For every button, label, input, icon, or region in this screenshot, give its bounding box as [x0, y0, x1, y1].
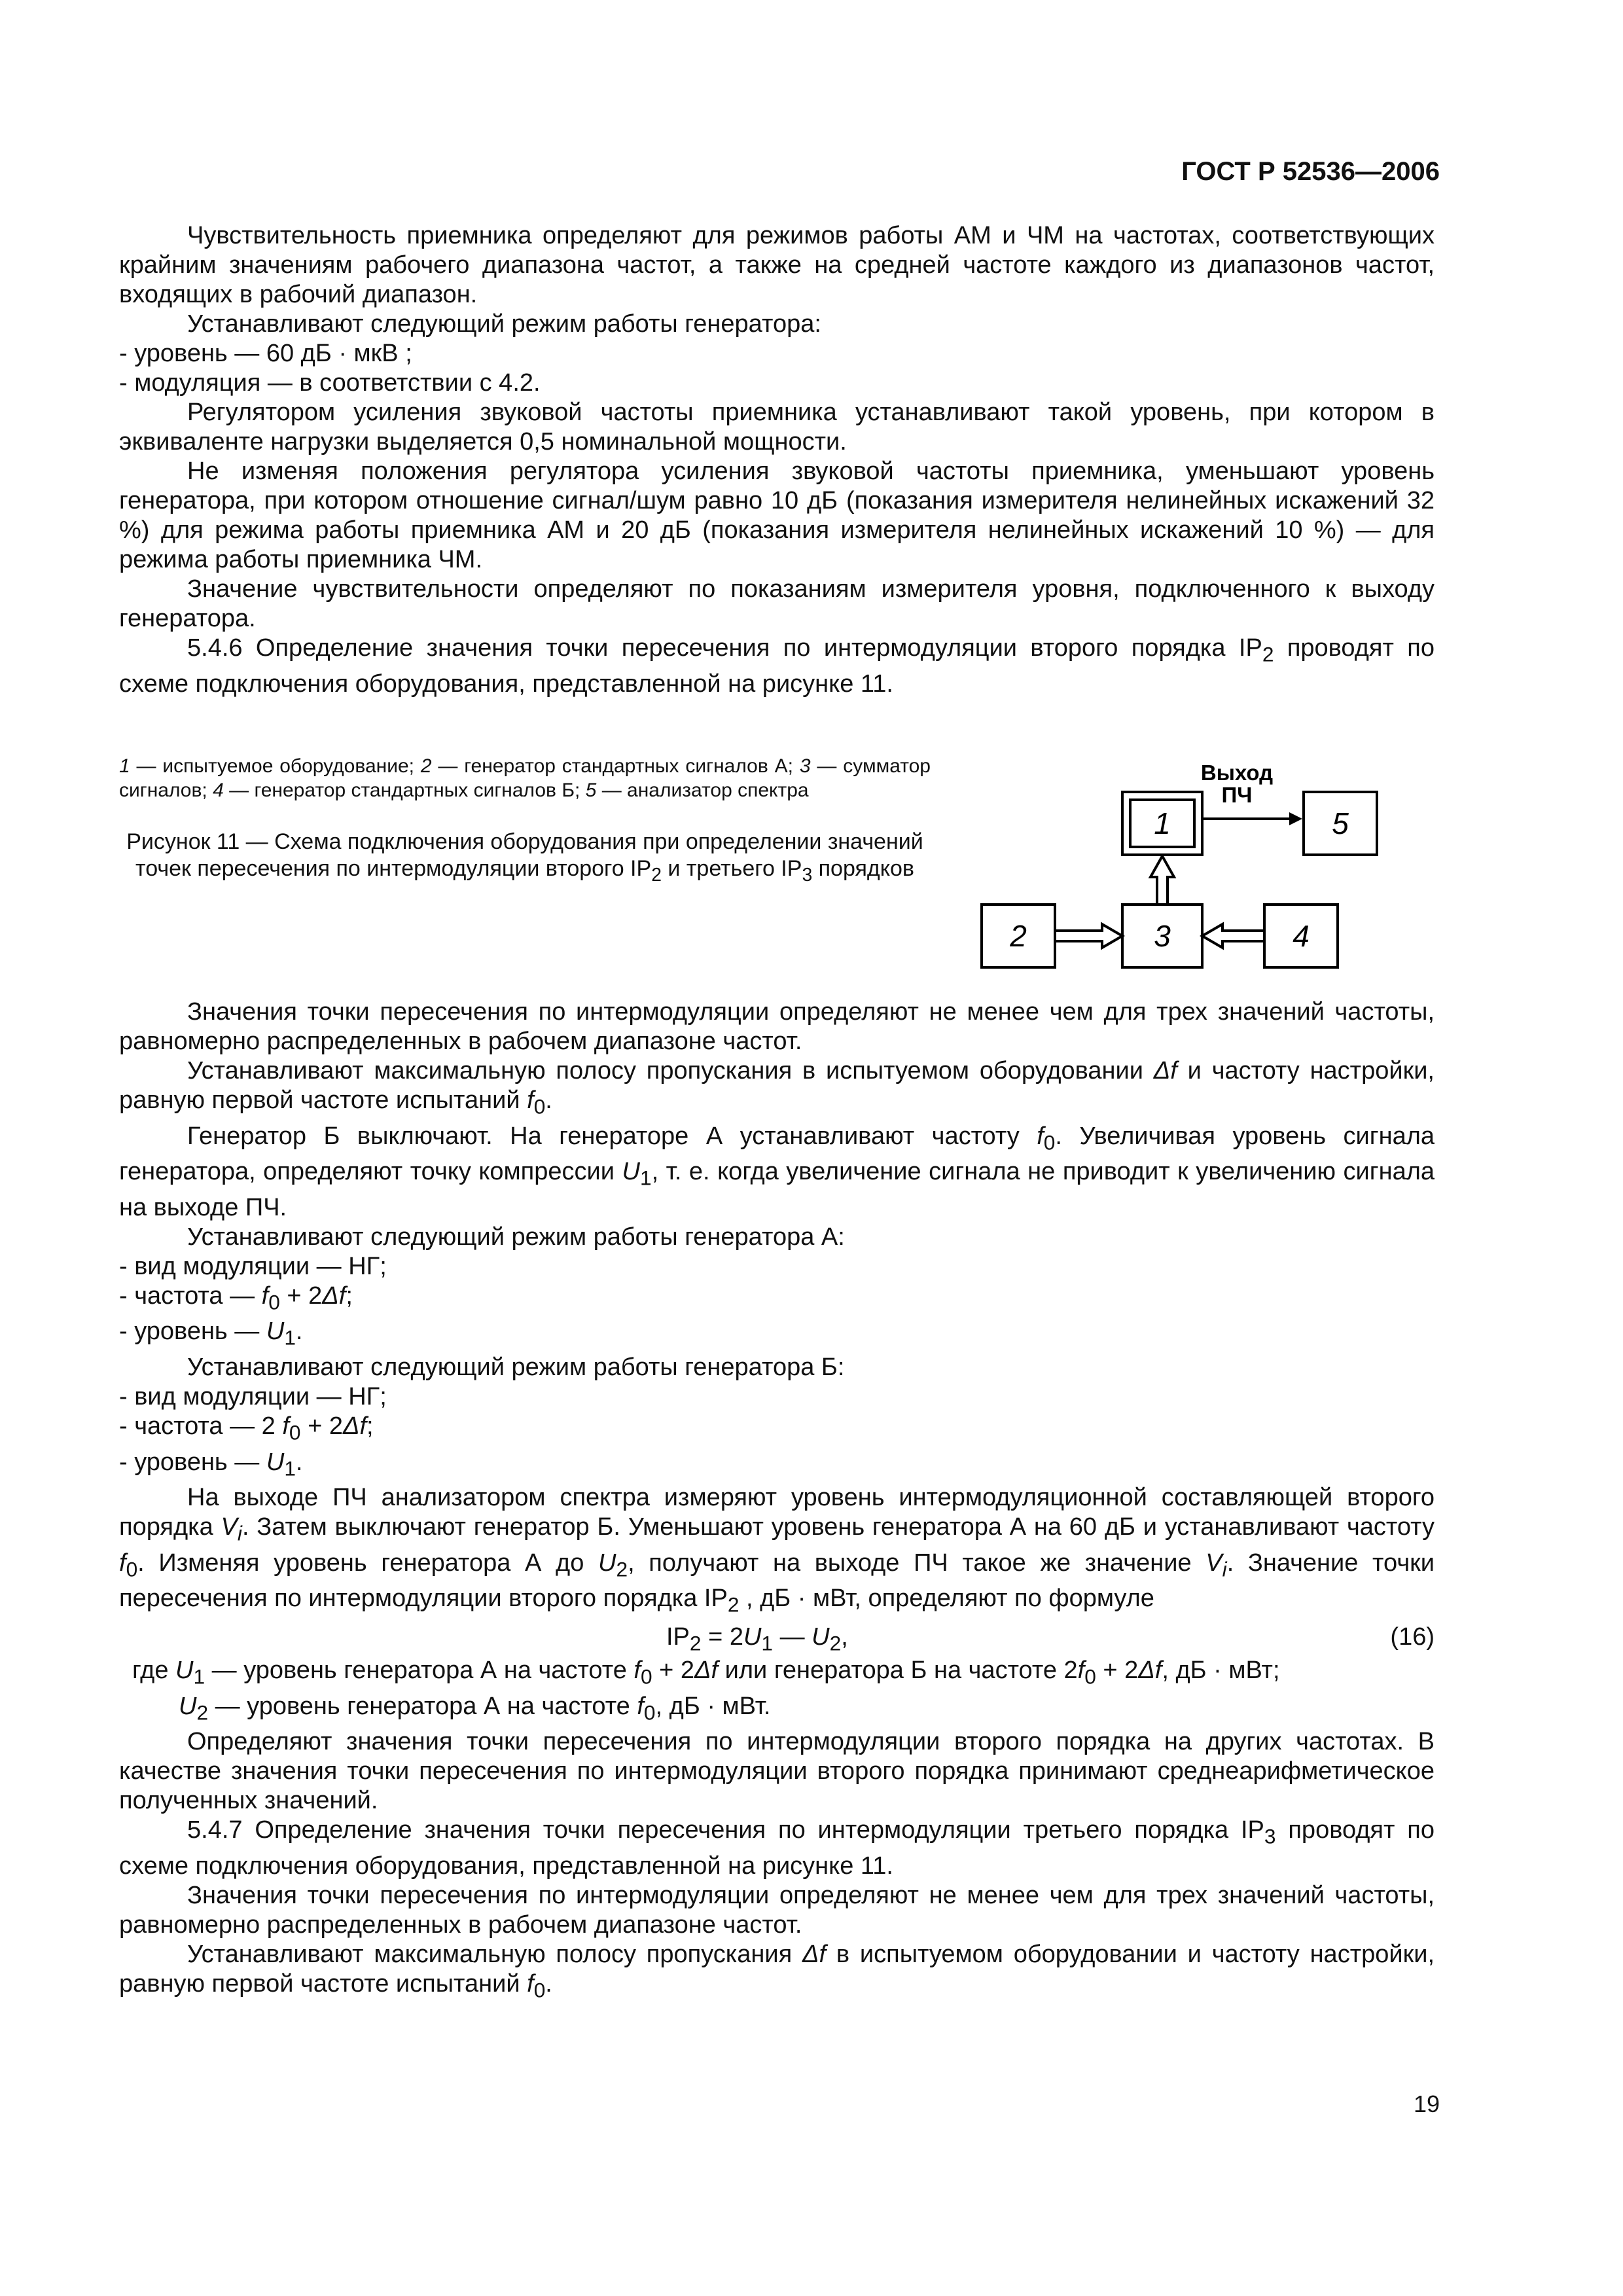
svg-text:4: 4 — [1293, 919, 1310, 953]
paragraph: Устанавливают следующий режим работы генератора А: — [187, 1223, 845, 1251]
block-1 — [1122, 792, 1202, 855]
hollow-arrow-up-icon — [1150, 856, 1174, 905]
paragraph: Устанавливают следующий режим работы генератора Б: — [187, 1353, 845, 1381]
svg-text:5: 5 — [1332, 806, 1349, 840]
block-4 — [1264, 905, 1338, 967]
equation-number: (16) — [1390, 1623, 1435, 1651]
connection-diagram — [969, 753, 1453, 995]
list-item: - модуляция — в соответствии с 4.2. — [119, 369, 541, 397]
paragraph: Определяют значения точки пересечения по интермодуляции второго порядка на других частотах. В качестве значения точки пересечения по интермодуляции второго порядка принимают среднеарифметическое полученных значений. — [119, 1728, 1435, 1815]
output-label-line1: Выход — [1200, 761, 1274, 785]
svg-text:1: 1 — [1154, 806, 1171, 840]
paragraph-5-4-7: 5.4.7 Определение значения точки пересечения по интермодуляции третьего порядка $IP_3$ проводят по схеме подключения оборудования, представленной на рисунке 11. — [119, 1816, 1435, 1880]
standard-header: ГОСТ Р 52536—2006 — [1181, 157, 1440, 186]
section-intermodulation — [119, 997, 1435, 2005]
figure-caption-block — [119, 754, 931, 911]
hollow-arrow-left-icon — [1202, 924, 1264, 948]
figure-caption: Рисунок 11 — Схема подключения оборудования при определении значений точек пересечения по интермодуляции второго $IP_2$ и третьего $IP_3$ порядков — [126, 829, 923, 886]
list-item: - частота — 2 $f_0 + 2\Delta f$; — [119, 1412, 374, 1444]
paragraph: Устанавливают максимальную полосу пропускания Δf в испытуемом оборудовании и частоту настройки, равную первой частоте испытаний $f_0$. — [119, 1940, 1435, 2002]
hollow-arrow-right-icon — [1055, 924, 1122, 948]
list-item: - частота — $f_0 + 2\Delta f$; — [119, 1282, 353, 1314]
section-sensitivity — [119, 221, 1435, 699]
arrow-right-icon — [1289, 812, 1302, 825]
list-item: - вид модуляции — НГ; — [119, 1252, 387, 1280]
where-clause: $U_2$ — уровень генератора А на частоте $f_0$, дБ · мВт. — [179, 1692, 771, 1725]
list-item: - уровень — $U_1$. — [119, 1448, 303, 1480]
paragraph: Устанавливают следующий режим работы генератора: — [187, 310, 821, 338]
where-clause: где $U_1$ — уровень генератора А на частоте $f_0 + 2\Delta f$ или генератора Б на частоте $2f_0 + 2\Delta f$, дБ · мВт; — [132, 1656, 1280, 1689]
paragraph: Значения точки пересечения по интермодуляции определяют не менее чем для трех значений частоты, равномерно распределенных в рабочем диапазоне частот. — [119, 1881, 1435, 1939]
formula-16 — [119, 1620, 1435, 1656]
paragraph-5-4-6: 5.4.6 Определение значения точки пересечения по интермодуляции второго порядка $IP_2$ проводят по схеме подключения оборудования, представленной на рисунке 11. — [119, 634, 1435, 698]
list-item: - уровень — $U_1$. — [119, 1318, 303, 1350]
block-2 — [982, 905, 1055, 967]
formula: $IP_2 = 2U_1$ — $U_2$, — [666, 1623, 848, 1655]
block-3 — [1122, 905, 1202, 967]
list-item: - вид модуляции — НГ; — [119, 1382, 387, 1410]
page-number: 19 — [1413, 2090, 1440, 2117]
figure-legend: 1 — испытуемое оборудование; 2 — генератор стандартных сигналов А; 3 — сумматор сигналов; 4 — генератор стандартных сигналов Б; 5 — анализатор спектра — [119, 755, 931, 801]
paragraph: Не изменяя положения регулятора усиления звуковой частоты приемника, уменьшают уровень генератора, при котором отношение сигнал/шум равно 10 дБ (показания измерителя нелинейных искажений 32 %) для режима работы приемника АМ и 20 дБ (показания измерителя нелинейных искажений 10 %) — для режима работы приемника ЧМ. — [119, 457, 1435, 573]
paragraph: Значения точки пересечения по интермодуляции определяют не менее чем для трех значений частоты, равномерно распределенных в рабочем диапазоне частот. — [119, 998, 1435, 1055]
svg-text:2: 2 — [1010, 919, 1027, 953]
paragraph: Значение чувствительности определяют по показаниям измерителя уровня, подключенного к выходу генератора. — [119, 575, 1435, 632]
paragraph: Регулятором усиления звуковой частоты приемника устанавливают такой уровень, при котором в эквиваленте нагрузки выделяется 0,5 номинальной мощности. — [119, 399, 1435, 456]
paragraph: Устанавливают максимальную полосу пропускания в испытуемом оборудовании Δf и частоту настройки, равную первой частоте испытаний $f_0$. — [119, 1057, 1435, 1119]
list-item: - уровень — 60 дБ · мкВ ; — [119, 340, 412, 367]
paragraph: Генератор Б выключают. На генераторе А устанавливают частоту $f_0$. Увеличивая уровень сигнала генератора, определяют точку компрессии $U_1$, т. е. когда увеличение сигнала не приводит к увеличению сигнала на выходе ПЧ. — [119, 1122, 1435, 1221]
output-label-line2: ПЧ — [1221, 783, 1253, 807]
paragraph: На выходе ПЧ анализатором спектра измеряют уровень интермодуляционной составляющей второго порядка $V_i$. Затем выключают генератор Б. Уменьшают уровень генератора А на 60 дБ и устанавливают частоту $f_0$. Изменяя уровень генератора А до $U_2$, получают на выходе ПЧ такое же значение $V_i$. Значение точки пересечения по интермодуляции второго порядка $IP_2$ , дБ · мВт, определяют по формуле — [119, 1484, 1435, 1617]
block-5 — [1304, 792, 1377, 855]
paragraph: Чувствительность приемника определяют для режимов работы АМ и ЧМ на частотах, соответствующих крайним значениям рабочего диапазона частот, а также на средней частоте каждого из диапазонов частот, входящих в рабочий диапазон. — [119, 222, 1435, 308]
svg-text:3: 3 — [1154, 919, 1171, 953]
